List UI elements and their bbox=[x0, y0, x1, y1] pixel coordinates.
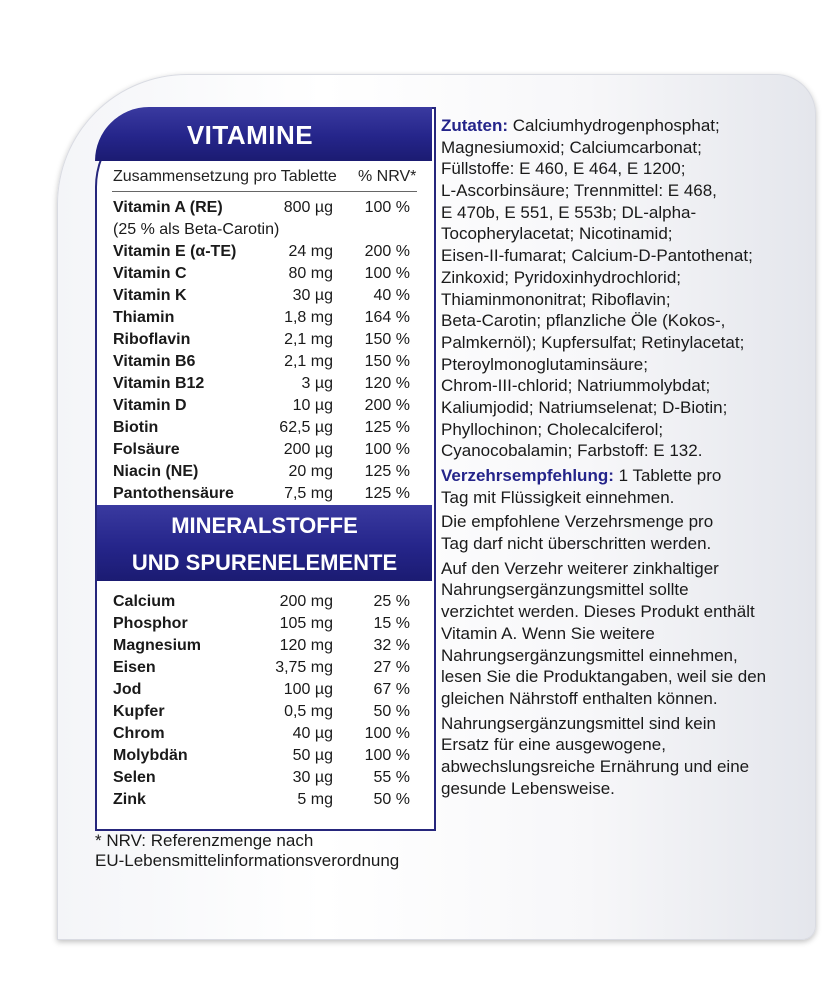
ingredients-line: Zinkoxid; Pyridoxinhydrochlorid; bbox=[441, 267, 681, 287]
mineral-name: Kupfer bbox=[113, 703, 165, 720]
vitamin-amount: 800 µg bbox=[283, 199, 333, 216]
mineral-amount: 105 mg bbox=[279, 615, 333, 632]
vitamin-name: Vitamin E (α-TE) bbox=[113, 243, 237, 260]
vitamin-amount: 7,5 mg bbox=[284, 485, 333, 502]
mineral-name: Jod bbox=[113, 681, 142, 698]
vitamin-nrv: 120 % bbox=[364, 375, 410, 392]
vitamin-name: Vitamin C bbox=[113, 265, 187, 282]
mineral-name: Molybdän bbox=[113, 747, 188, 764]
mineral-name: Selen bbox=[113, 769, 156, 786]
vitamin-name: Pantothensäure bbox=[113, 485, 234, 502]
mineral-nrv: 100 % bbox=[364, 725, 410, 742]
mineral-amount: 100 µg bbox=[283, 681, 333, 698]
mineral-nrv: 27 % bbox=[373, 659, 410, 676]
warning-line: Auf den Verzehr weiterer zinkhaltiger bbox=[441, 558, 719, 578]
vitamin-name: Vitamin A (RE) bbox=[113, 199, 223, 216]
ingredients-line: E 470b, E 551, E 553b; DL-alpha- bbox=[441, 202, 697, 222]
vitamin-amount: 30 µg bbox=[292, 287, 333, 304]
vitamin-amount: 3 µg bbox=[301, 375, 333, 392]
mineral-nrv: 50 % bbox=[373, 791, 410, 808]
ingredients-line: Pteroylmonoglutaminsäure; bbox=[441, 354, 648, 374]
vitamin-name: Riboflavin bbox=[113, 331, 191, 348]
mineral-amount: 0,5 mg bbox=[284, 703, 333, 720]
ingredients-line: Phyllochinon; Cholecalciferol; bbox=[441, 419, 664, 439]
mineral-amount: 5 mg bbox=[297, 791, 333, 808]
warning-line: Die empfohlene Verzehrsmenge pro bbox=[441, 512, 714, 532]
vitamin-nrv: 200 % bbox=[364, 397, 410, 414]
warning-line: Nahrungsergänzungsmittel sind kein bbox=[441, 713, 716, 733]
ingredients-column bbox=[441, 115, 771, 799]
vitamin-nrv: 125 % bbox=[364, 463, 410, 480]
mineral-name: Eisen bbox=[113, 659, 156, 676]
vitamin-amount: 200 µg bbox=[283, 441, 333, 458]
warning-line: lesen Sie die Produktangaben, weil sie den bbox=[441, 667, 767, 687]
recommendation-text: 1 Tablette pro bbox=[618, 466, 722, 485]
ingredients-text: Calciumhydrogenphosphat; bbox=[512, 116, 720, 135]
mineral-nrv: 100 % bbox=[364, 747, 410, 764]
column-header-composition: Zusammensetzung pro Tablette bbox=[113, 168, 337, 185]
mineral-amount: 40 µg bbox=[292, 725, 333, 742]
mineral-name: Chrom bbox=[113, 725, 165, 742]
vitamin-nrv: 100 % bbox=[364, 441, 410, 458]
vitamin-name: Vitamin B6 bbox=[113, 353, 196, 370]
ingredients-first-line bbox=[441, 115, 771, 137]
vitamin-amount: 2,1 mg bbox=[284, 353, 333, 370]
mineral-name: Phosphor bbox=[113, 615, 188, 632]
warning-line: verzichtet werden. Dieses Produkt enthält bbox=[441, 602, 755, 622]
vitamin-nrv: 100 % bbox=[364, 199, 410, 216]
warning-line: Nahrungsergänzungsmittel sollte bbox=[441, 580, 689, 600]
vitamin-name: Thiamin bbox=[113, 309, 175, 326]
vitamin-amount: 10 µg bbox=[292, 397, 333, 414]
vitamin-amount: 1,8 mg bbox=[284, 309, 333, 326]
mineral-name: Magnesium bbox=[113, 637, 202, 654]
vitamin-name: Niacin (NE) bbox=[113, 463, 199, 480]
vitamin-name: Vitamin K bbox=[113, 287, 187, 304]
minerals-title-line1: MINERALSTOFFE bbox=[171, 513, 358, 538]
ingredients-line: Thiaminmononitrat; Riboflavin; bbox=[441, 289, 671, 309]
footnote-line2: EU-Lebensmittelinformationsverordnung bbox=[95, 851, 400, 870]
header-divider bbox=[112, 191, 417, 192]
mineral-name: Zink bbox=[113, 791, 146, 808]
warning-line: gleichen Nährstoff enthalten können. bbox=[441, 688, 718, 708]
mineral-nrv: 55 % bbox=[373, 769, 410, 786]
minerals-title-line2: UND SPURENELEMENTE bbox=[131, 550, 398, 575]
recommendation-first-line bbox=[441, 465, 771, 487]
vitamin-nrv: 150 % bbox=[364, 331, 410, 348]
mineral-amount: 120 mg bbox=[279, 637, 333, 654]
vitamin-nrv: 150 % bbox=[364, 353, 410, 370]
warning-line: gesunde Lebensweise. bbox=[441, 778, 615, 798]
vitamin-amount: 20 mg bbox=[288, 463, 333, 480]
vitamin-amount: 80 mg bbox=[288, 265, 333, 282]
ingredients-line: Magnesiumoxid; Calciumcarbonat; bbox=[441, 137, 702, 157]
mineral-nrv: 67 % bbox=[373, 681, 410, 698]
vitamin-nrv: 125 % bbox=[364, 419, 410, 436]
vitamin-nrv: 200 % bbox=[364, 243, 410, 260]
vitamins-title: VITAMINE bbox=[186, 119, 314, 150]
vitamin-nrv: 40 % bbox=[373, 287, 410, 304]
vitamin-a-note: (25 % als Beta-Carotin) bbox=[113, 221, 280, 238]
ingredients-line: Chrom-III-chlorid; Natriummolybdat; bbox=[441, 376, 711, 396]
ingredients-line: Palmkernöl); Kupfersulfat; Retinylacetat; bbox=[441, 332, 745, 352]
warning-line: Vitamin A. Wenn Sie weitere bbox=[441, 623, 655, 643]
warning-line: Nahrungsergänzungsmittel einnehmen, bbox=[441, 645, 738, 665]
mineral-nrv: 32 % bbox=[373, 637, 410, 654]
warning-line: abwechslungsreiche Ernährung und eine bbox=[441, 756, 750, 776]
vitamin-amount: 2,1 mg bbox=[284, 331, 333, 348]
vitamin-nrv: 100 % bbox=[364, 265, 410, 282]
ingredients-line: Kaliumjodid; Natriumselenat; D-Biotin; bbox=[441, 397, 728, 417]
footnote-line1: * NRV: Referenzmenge nach bbox=[95, 831, 314, 850]
mineral-amount: 50 µg bbox=[292, 747, 333, 764]
vitamin-nrv: 125 % bbox=[364, 485, 410, 502]
vitamin-name: Folsäure bbox=[113, 441, 180, 458]
column-header-nrv: % NRV* bbox=[358, 168, 417, 185]
ingredients-line: Cyanocobalamin; Farbstoff: E 132. bbox=[441, 441, 703, 461]
ingredients-line: Beta-Carotin; pflanzliche Öle (Kokos-, bbox=[441, 311, 726, 331]
mineral-amount: 30 µg bbox=[292, 769, 333, 786]
vitamin-name: Vitamin D bbox=[113, 397, 187, 414]
ingredients-line: Füllstoffe: E 460, E 464, E 1200; bbox=[441, 159, 686, 179]
ingredients-line: Eisen-II-fumarat; Calcium-D-Pantothenat; bbox=[441, 246, 753, 266]
warning-line: Tag darf nicht überschritten werden. bbox=[441, 534, 712, 554]
ingredients-line: L-Ascorbinsäure; Trennmittel: E 468, bbox=[441, 181, 717, 201]
warning-line: Ersatz für eine ausgewogene, bbox=[441, 735, 666, 755]
vitamin-amount: 62,5 µg bbox=[279, 419, 333, 436]
vitamin-name: Vitamin B12 bbox=[113, 375, 205, 392]
mineral-nrv: 50 % bbox=[373, 703, 410, 720]
mineral-amount: 200 mg bbox=[279, 593, 333, 610]
mineral-nrv: 25 % bbox=[373, 593, 410, 610]
ingredients-line: Tocopherylacetat; Nicotinamid; bbox=[441, 224, 673, 244]
vitamin-name: Biotin bbox=[113, 419, 159, 436]
ingredients-label: Zutaten: bbox=[441, 116, 509, 135]
vitamin-nrv: 164 % bbox=[364, 309, 410, 326]
mineral-nrv: 15 % bbox=[373, 615, 410, 632]
mineral-name: Calcium bbox=[113, 593, 176, 610]
recommendation-line: Tag mit Flüssigkeit einnehmen. bbox=[441, 487, 675, 507]
recommendation-label: Verzehrsempfehlung: bbox=[441, 466, 614, 485]
mineral-amount: 3,75 mg bbox=[275, 659, 333, 676]
vitamin-amount: 24 mg bbox=[288, 243, 333, 260]
